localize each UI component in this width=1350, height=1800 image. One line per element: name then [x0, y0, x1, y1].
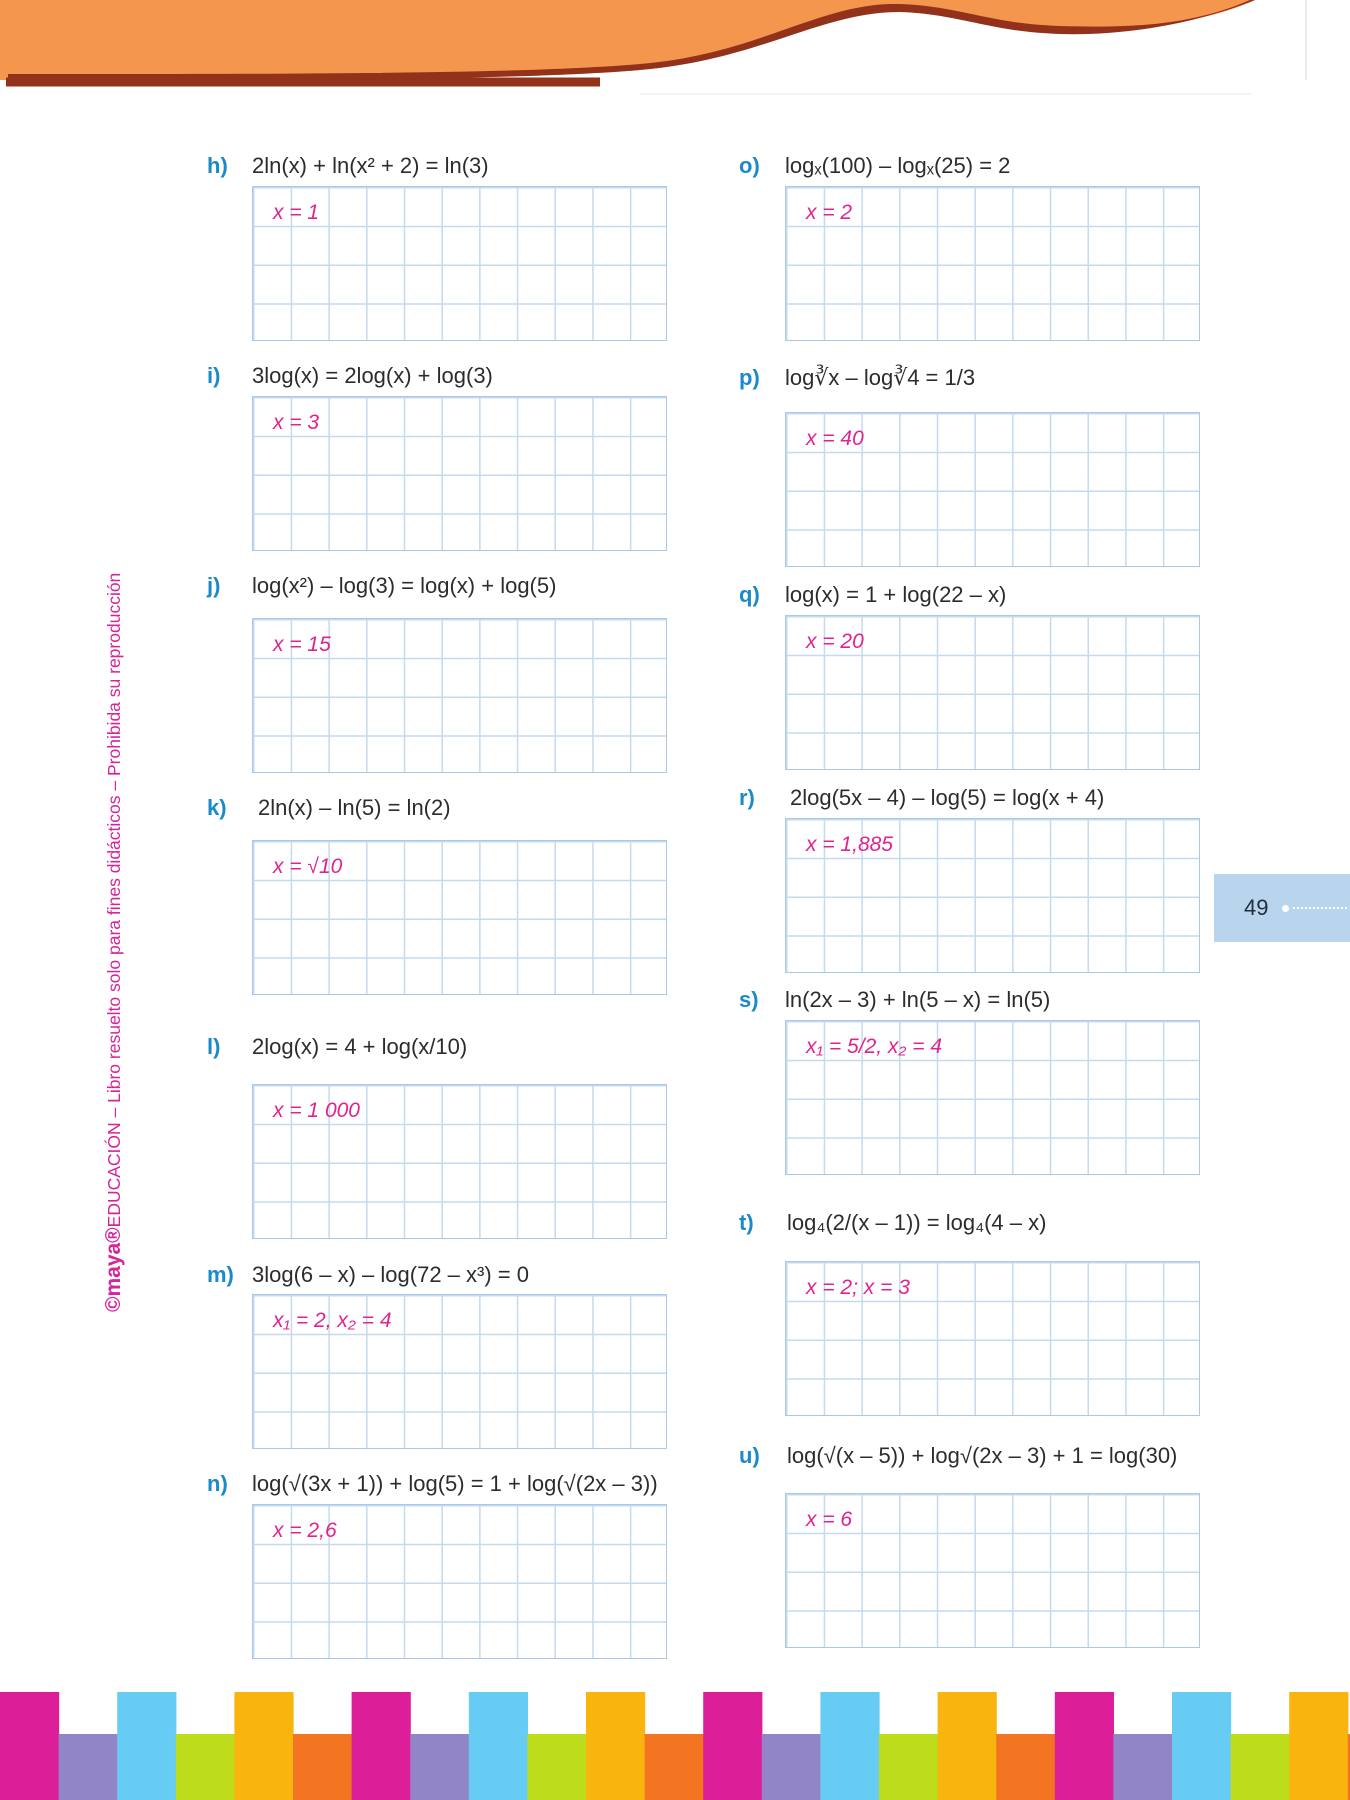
answer-grid[interactable]	[252, 1294, 667, 1449]
stripe	[762, 1734, 821, 1800]
decorative-stripes	[0, 1692, 1350, 1800]
copyright-notice	[102, 573, 126, 1312]
stripe	[1289, 1692, 1348, 1800]
stripe	[1055, 1692, 1114, 1800]
answer-text: x = 1,885	[806, 833, 893, 856]
answer-text: x = 6	[806, 1508, 853, 1531]
dotted-line-icon	[1282, 905, 1347, 912]
answer-grid[interactable]	[252, 186, 667, 341]
exercise-equation: 2ln(x) + ln(x² + 2) = ln(3)	[252, 153, 489, 178]
answer-text: x = 1	[273, 201, 320, 224]
exercise-label: l)	[207, 1034, 221, 1059]
answer-grid[interactable]	[785, 615, 1200, 770]
answer-grid[interactable]	[252, 1084, 667, 1239]
stripe	[117, 1692, 176, 1800]
stripe	[59, 1734, 118, 1800]
answer-grid[interactable]	[252, 396, 667, 551]
answer-text: x = 2	[806, 201, 853, 224]
answer-grid[interactable]	[785, 1020, 1200, 1175]
exercise-equation: log∛x – log∛4 = 1/3	[785, 365, 976, 390]
answer-grid[interactable]	[252, 618, 667, 773]
exercise-equation: log(√(x – 5)) + log√(2x – 3) + 1 = log(30)	[787, 1443, 1178, 1468]
exercise-label: n)	[207, 1471, 228, 1496]
page-number: 49	[1244, 895, 1269, 920]
exercise-equation: 2log(x) = 4 + log(x/10)	[252, 1034, 468, 1059]
exercise-label: o)	[739, 153, 760, 178]
exercise-equation: log₄(2/(x – 1)) = log₄(4 – x)	[787, 1210, 1047, 1235]
stripe	[645, 1734, 704, 1800]
answer-text: x = 1 000	[273, 1099, 360, 1122]
answer-grid[interactable]	[252, 1504, 667, 1659]
stripe	[176, 1734, 235, 1800]
answer-text: x = 40	[806, 427, 864, 450]
answer-grid[interactable]	[785, 1261, 1200, 1416]
exercise-equation: 2ln(x) – ln(5) = ln(2)	[258, 795, 451, 820]
answer-grid[interactable]	[785, 412, 1200, 567]
answer-text: x = 15	[273, 633, 331, 656]
stripe	[352, 1692, 411, 1800]
stripe	[820, 1692, 879, 1800]
brand-logo: ©maya®	[102, 1227, 125, 1312]
answer-grid[interactable]	[252, 840, 667, 995]
exercise-equation: log(x) = 1 + log(22 – x)	[785, 582, 1007, 607]
exercise-label: j)	[207, 573, 221, 598]
stripe	[410, 1734, 469, 1800]
stripe	[1172, 1692, 1231, 1800]
exercise-equation: log(x²) – log(3) = log(x) + log(5)	[252, 573, 557, 598]
exercise-label: q)	[739, 582, 760, 607]
exercise-label: i)	[207, 363, 221, 388]
exercise-equation: logₓ(100) – logₓ(25) = 2	[785, 153, 1011, 178]
stripe	[469, 1692, 528, 1800]
stripe	[879, 1734, 938, 1800]
stripe	[527, 1734, 586, 1800]
copyright-text: EDUCACIÓN – Libro resuelto solo para fines didácticos – Prohibida su reproducción	[104, 572, 124, 1228]
exercise-label: k)	[207, 795, 227, 820]
stripe	[293, 1734, 352, 1800]
page-tab	[1214, 874, 1350, 942]
exercise-equation: 3log(x) = 2log(x) + log(3)	[252, 363, 493, 388]
answer-grid[interactable]	[785, 818, 1200, 973]
answer-text: x = 3	[273, 411, 320, 434]
exercise-label: s)	[739, 987, 759, 1012]
stripe	[703, 1692, 762, 1800]
answer-text: x = √10	[273, 855, 343, 878]
exercise-label: p)	[739, 365, 760, 390]
stripe	[996, 1734, 1055, 1800]
exercise-equation: ln(2x – 3) + ln(5 – x) = ln(5)	[785, 987, 1051, 1012]
answer-grid[interactable]	[785, 1493, 1200, 1648]
stripe	[0, 1692, 59, 1800]
stripe	[1113, 1734, 1172, 1800]
exercise-label: r)	[739, 785, 755, 810]
exercise-equation: log(√(3x + 1)) + log(5) = 1 + log(√(2x – 3))	[252, 1471, 658, 1496]
exercise-label: u)	[739, 1443, 760, 1468]
answer-grid[interactable]	[785, 186, 1200, 341]
exercise-equation: 2log(5x – 4) – log(5) = log(x + 4)	[790, 785, 1105, 810]
answer-text: x = 2,6	[273, 1519, 337, 1542]
stripe	[938, 1692, 997, 1800]
answer-text: x₁ = 2, x₂ = 4	[273, 1309, 392, 1332]
header-band	[0, 0, 1350, 100]
exercise-equation: 3log(6 – x) – log(72 – x³) = 0	[252, 1262, 529, 1287]
answer-text: x₁ = 5/2, x₂ = 4	[806, 1035, 943, 1058]
exercise-label: t)	[739, 1210, 754, 1235]
exercise-label: m)	[207, 1262, 234, 1287]
stripe	[586, 1692, 645, 1800]
stripe	[1231, 1734, 1290, 1800]
answer-text: x = 20	[806, 630, 864, 653]
answer-text: x = 2; x = 3	[806, 1276, 910, 1299]
stripe	[234, 1692, 293, 1800]
exercise-label: h)	[207, 153, 228, 178]
